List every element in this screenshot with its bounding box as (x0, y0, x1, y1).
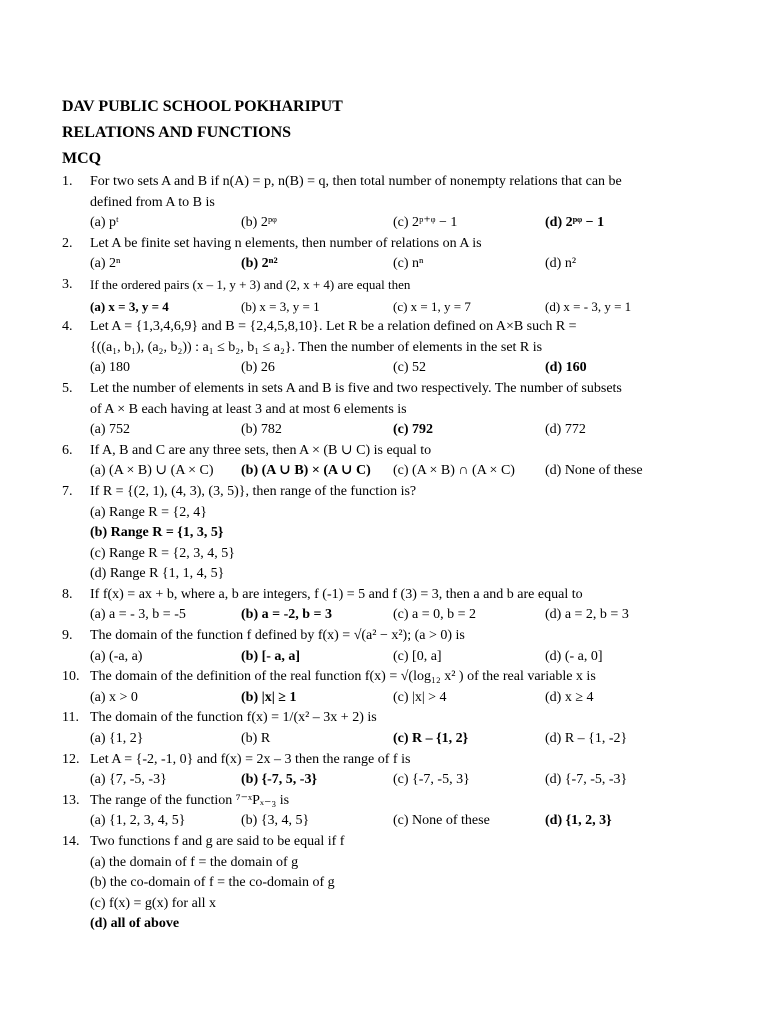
answer-option-correct: (d) 160 (545, 360, 587, 376)
question-text: 12. Let A = {-2, -1, 0} and f(x) = 2x – 3 then the range of f is (62, 750, 742, 771)
option-row (62, 729, 742, 750)
answer-option: (d) (- a, 0] (545, 648, 603, 664)
question-text: 14. Two functions f and g are said to be equal if f (62, 832, 742, 853)
option-row (62, 297, 742, 318)
question-item (62, 626, 742, 667)
question-text: 11. The domain of the function f(x) = 1/(x² – 3x + 2) is (62, 708, 742, 729)
answer-option: (a) {1, 2, 3, 4, 5} (90, 813, 186, 829)
option-row (62, 688, 742, 709)
answer-option-correct: (b) a = -2, b = 3 (241, 607, 333, 623)
question-number: 14. (62, 834, 80, 849)
answer-option: (d) None of these (545, 463, 643, 479)
question-number: 12. (62, 751, 80, 767)
answer-option: (b) 2ᵖᵠ (241, 215, 277, 231)
answer-option: (a) (-a, a) (90, 648, 143, 664)
question-number: 4. (62, 319, 73, 335)
answer-option: (c) x = 1, y = 7 (393, 298, 471, 314)
answer-option: (a) pᵗ (90, 215, 119, 231)
answer-option: (a) {7, -5, -3} (90, 772, 167, 788)
question-item (62, 585, 742, 626)
answer-option: (d) 772 (545, 422, 586, 438)
question-number: 9. (62, 628, 73, 644)
question-text: 10. The domain of the definition of the real function f(x) = √(log₁₂ x² ) of the real variable x is (62, 667, 742, 688)
question-number: 1. (62, 174, 73, 189)
question-item (62, 750, 742, 791)
question-number: 3. (62, 276, 73, 292)
option-row (62, 647, 742, 668)
answer-option: (d) n² (545, 256, 577, 272)
answer-option: (d) {-7, -5, -3} (545, 772, 628, 788)
answer-option: (b) x = 3, y = 1 (241, 298, 320, 314)
answer-option: (a) (A × B) ∪ (A × C) (90, 463, 214, 479)
question-text: 2. Let A be finite set having n elements, then number of relations on A is (62, 234, 742, 255)
question-list (62, 172, 742, 935)
option-row (62, 420, 742, 441)
answer-option: (a) x > 0 (90, 689, 138, 705)
answer-option: (c) a = 0, b = 2 (393, 607, 477, 623)
answer-option: (c) nⁿ (393, 256, 424, 272)
answer-option: (d) a = 2, b = 3 (545, 607, 629, 623)
answer-option: (b) R (241, 731, 271, 747)
answer-option: (a) 180 (90, 360, 131, 376)
answer-option: (c) Range R = {2, 3, 4, 5} (90, 545, 235, 561)
answer-option: (b) 782 (241, 422, 282, 438)
option-row (62, 358, 742, 379)
question-text: of A × B each having at least 3 and at most 6 elements is (90, 401, 407, 417)
answer-option: (a) {1, 2} (90, 731, 144, 747)
answer-option-correct: (b) {-7, 5, -3} (241, 772, 317, 788)
answer-option-correct: (d) {1, 2, 3} (545, 813, 612, 829)
question-number: 5. (62, 380, 73, 396)
answer-option-correct: (d) 2ᵖᵠ − 1 (545, 215, 605, 231)
question-item (62, 667, 742, 708)
question-number: 2. (62, 235, 73, 251)
option-row (62, 254, 742, 275)
question-text: 4. Let A = {1,3,4,6,9} and B = {2,4,5,8,10}. Let R be a relation defined on A×B such R = (62, 317, 742, 338)
answer-option-correct: (b) [- a, a] (241, 648, 301, 664)
answer-option: (b) 26 (241, 360, 275, 376)
answer-option: (d) x ≥ 4 (545, 689, 594, 705)
answer-option: (b) {3, 4, 5} (241, 813, 310, 829)
answer-option-correct: (b) (A ∪ B) × (A ∪ C) (241, 463, 371, 479)
question-item (62, 317, 742, 379)
question-item (62, 791, 742, 832)
document-page (62, 94, 742, 935)
answer-option: (d) x = - 3, y = 1 (545, 298, 632, 314)
question-text: 5. Let the number of elements in sets A and B is five and two respectively. The number of subsets (62, 379, 742, 400)
option-row (62, 605, 742, 626)
question-item (62, 379, 742, 441)
answer-option-correct: (d) all of above (90, 916, 180, 932)
option-row (62, 770, 742, 791)
question-text: 7. If R = {(2, 1), (4, 3), (3, 5)}, then range of the function is? (62, 482, 742, 503)
answer-option-correct: (b) |x| ≥ 1 (241, 689, 297, 705)
answer-option: (c) [0, a] (393, 648, 442, 664)
question-number: 7. (62, 483, 73, 499)
answer-option: (c) {-7, -5, 3} (393, 772, 470, 788)
question-item (62, 832, 742, 935)
chapter-title: RELATIONS AND FUNCTIONS (62, 124, 292, 141)
answer-option: (c) None of these (393, 813, 490, 829)
school-name: DAV PUBLIC SCHOOL POKHARIPUT (62, 98, 343, 115)
question-item (62, 708, 742, 749)
question-text: defined from A to B is (90, 194, 215, 210)
answer-option-correct: (a) x = 3, y = 4 (90, 298, 169, 314)
answer-option-correct: (b) Range R = {1, 3, 5} (90, 525, 224, 541)
question-item (62, 275, 742, 317)
question-number: 11. (62, 710, 79, 726)
question-text: 8. If f(x) = ax + b, where a, b are integers, f (-1) = 5 and f (3) = 3, then a and b are equal to (62, 585, 742, 606)
option-row (62, 213, 742, 234)
answer-option-correct: (c) 792 (393, 422, 434, 438)
answer-option: (a) Range R = {2, 4} (90, 504, 207, 520)
question-item (62, 441, 742, 482)
question-text: 6. If A, B and C are any three sets, then A × (B ∪ C) is equal to (62, 441, 742, 462)
question-item (62, 172, 742, 234)
answer-option: (a) a = - 3, b = -5 (90, 607, 186, 623)
answer-option: (a) 752 (90, 422, 131, 438)
question-number: 6. (62, 442, 73, 458)
question-number: 10. (62, 669, 80, 685)
question-item (62, 482, 742, 585)
answer-option: (c) 52 (393, 360, 427, 376)
answer-option: (d) R – {1, -2} (545, 731, 628, 747)
question-text: 9. The domain of the function f defined by f(x) = √(a² − x²); (a > 0) is (62, 626, 742, 647)
question-item (62, 234, 742, 275)
option-row (62, 811, 742, 832)
answer-option: (c) (A × B) ∩ (A × C) (393, 463, 515, 479)
question-number: 13. (62, 792, 80, 808)
answer-option: (d) Range R {1, 1, 4, 5} (90, 566, 225, 582)
answer-option: (c) f(x) = g(x) for all x (90, 895, 217, 911)
answer-option: (a) the domain of f = the domain of g (90, 854, 299, 870)
answer-option-correct: (c) R – {1, 2} (393, 731, 469, 747)
answer-option-correct: (b) 2ⁿ² (241, 256, 278, 272)
question-text: 1. For two sets A and B if n(A) = p, n(B) = q, then total number of nonempty relations that can be (62, 172, 742, 193)
answer-option: (a) 2ⁿ (90, 256, 121, 272)
answer-option: (c) 2ᵖ⁺ᵠ − 1 (393, 215, 458, 231)
question-text: {((a₁, b₁), (a₂, b₂)) : a₁ ≤ b₂, b₁ ≤ a₂}. Then the number of elements in the set R is (90, 339, 543, 355)
answer-option: (c) |x| > 4 (393, 689, 447, 705)
question-number: 8. (62, 586, 73, 602)
section-title: MCQ (62, 150, 102, 167)
answer-option: (b) the co-domain of f = the co-domain of g (90, 875, 335, 891)
question-text: 13. The range of the function ⁷⁻ˣPₓ₋₃ is (62, 791, 742, 812)
option-row (62, 461, 742, 482)
question-text: 3. If the ordered pairs (x – 1, y + 3) and (2, x + 4) are equal then (62, 275, 742, 297)
